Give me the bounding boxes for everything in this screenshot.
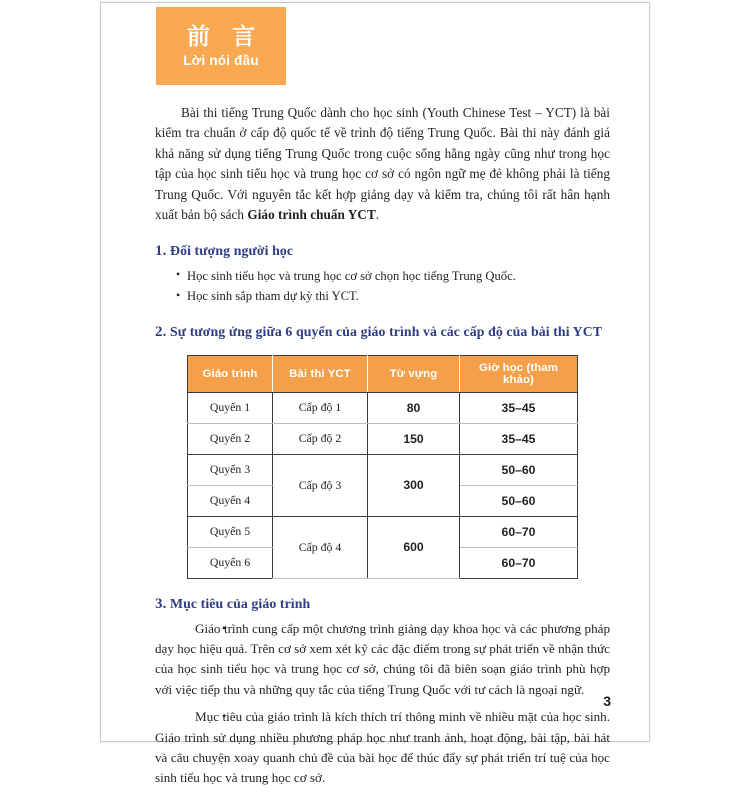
section-1-number: 1. — [155, 242, 167, 259]
list-item: • Học sinh sắp tham dự kỳ thi YCT. — [155, 286, 610, 306]
table-cell-gio-hoc: 50–60 — [460, 485, 578, 516]
preface-title-chinese: 前 言 — [186, 23, 262, 50]
section-3-heading — [155, 596, 610, 613]
table-cell-gio-hoc: 35–45 — [460, 392, 578, 423]
page-content — [155, 103, 610, 796]
table-row — [188, 516, 578, 547]
table-cell-giao-trinh: Quyển 3 — [188, 454, 273, 485]
table-cell-gio-hoc: 60–70 — [460, 516, 578, 547]
section-1-title: Đối tượng người học — [170, 242, 294, 258]
section-3-number: 3. — [155, 595, 167, 612]
table-cell-gio-hoc: 35–45 — [460, 423, 578, 454]
table-cell-tu-vung-merged: 600 — [368, 516, 460, 578]
list-item: • Mục tiêu của giáo trình là kích thích trí thông minh về nhiều mặt của học sinh. Giáo trình sử dụng nhiều phương pháp học như tranh ảnh, hoạt động, bài tập, bài hát và câu chuyện xoay quanh chủ đề của bài học để thúc đẩy sự phát triển trí tuệ của học sinh tiểu học và trung học cơ sở. — [155, 707, 610, 789]
yct-level-table — [187, 355, 578, 579]
table-cell-giao-trinh: Quyển 1 — [188, 392, 273, 423]
section-2-number: 2. — [155, 323, 167, 340]
table-header-cell: Giáo trình — [188, 355, 273, 392]
table-cell-giao-trinh: Quyển 2 — [188, 423, 273, 454]
table-cell-giao-trinh: Quyển 6 — [188, 547, 273, 578]
page-sheet — [100, 2, 650, 786]
table-cell-bai-thi-merged: Cấp độ 3 — [273, 454, 368, 516]
table-cell-tu-vung-merged: 300 — [368, 454, 460, 516]
table-cell-giao-trinh: Quyển 5 — [188, 516, 273, 547]
table-header-cell: Giờ học (tham khảo) — [460, 355, 578, 392]
page-number: 3 — [603, 693, 611, 709]
intro-paragraph-bold: Giáo trình chuẩn YCT — [247, 207, 376, 223]
intro-paragraph-part2: . — [375, 207, 380, 223]
table-header-cell: Từ vựng — [368, 355, 460, 392]
list-item: • Học sinh tiểu học và trung học cơ sở chọn học tiếng Trung Quốc. — [155, 266, 610, 286]
table-cell-gio-hoc: 60–70 — [501, 555, 536, 570]
table-cell-bai-thi: Cấp độ 1 — [273, 392, 368, 423]
table-header-row — [188, 355, 578, 392]
section-1-heading — [155, 243, 610, 260]
preface-title-badge — [156, 7, 286, 85]
section-2-heading — [155, 324, 610, 341]
section-2-title: Sự tương ứng giữa 6 quyển của giáo trình và các cấp độ của bài thi YCT — [170, 323, 603, 339]
section-3-bullet-list — [155, 619, 610, 789]
section-1-bullet-list — [155, 266, 610, 307]
table-row — [188, 423, 578, 454]
table-row — [188, 454, 578, 485]
table-cell-gio-hoc: 50–60 — [460, 454, 578, 485]
table-cell-bai-thi-merged: Cấp độ 4 — [273, 516, 368, 578]
table-row — [188, 392, 578, 423]
intro-paragraph-part1: Bài thi tiếng Trung Quốc dành cho học sinh (Youth Chinese Test – YCT) là bài kiểm tra chuẩn ở cấp độ quốc tế về trình độ tiếng Trung Quốc. Bài thi này đánh giá khả năng sử dụng tiếng Trung Quốc trong cuộc sống hằng ngày cũng như trong học tập của học sinh tiểu học và trung học cơ sở có ngôn ngữ mẹ đẻ không phải là tiếng Trung Quốc. Với nguyên tắc kết hợp giảng dạy và kiểm tra, chúng tôi rất hân hạnh xuất bản bộ sách — [155, 105, 610, 223]
yct-table-container — [155, 355, 610, 579]
preface-title-vietnamese: Lời nói đầu — [183, 53, 259, 69]
list-item: • Giáo trình cung cấp một chương trình giảng dạy khoa học và các phương pháp dạy học hiệu quả. Trên cơ sở xem xét kỹ các đặc điểm trong sự phát triển về nhận thức của học sinh tiểu học và trung học cơ sở, chúng tôi đã biên soạn giáo trình phù hợp với việc tiếp thu và những quy tắc của tiếng Trung Quốc với tư cách là ngoại ngữ. — [155, 619, 610, 701]
intro-paragraph — [155, 103, 610, 226]
table-cell-giao-trinh: Quyển 4 — [188, 485, 273, 516]
table-cell-tu-vung: 150 — [368, 423, 460, 454]
table-cell-bai-thi: Cấp độ 2 — [273, 423, 368, 454]
section-3-title: Mục tiêu của giáo trình — [170, 595, 311, 611]
table-header-cell: Bài thi YCT — [273, 355, 368, 392]
table-cell-tu-vung: 80 — [368, 392, 460, 423]
